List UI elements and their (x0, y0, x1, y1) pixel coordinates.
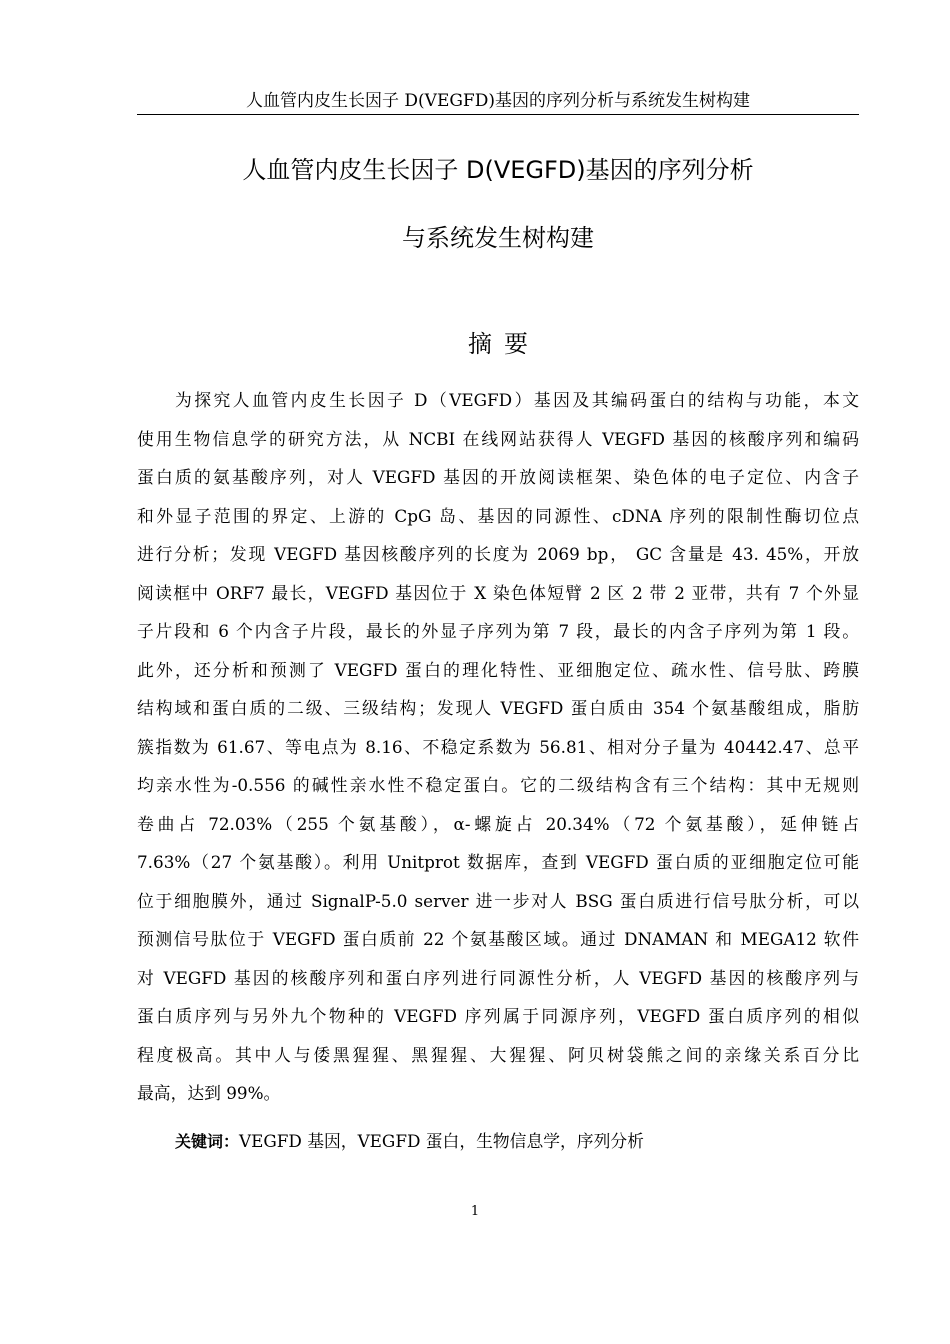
paper-title-line-1: 人血管内皮生长因子 D(VEGFD)基因的序列分析 (242, 156, 754, 184)
page-number: 1 (470, 1204, 480, 1219)
abstract-line: 卷曲占 72.03%（255 个氨基酸），α-螺旋占 20.34%（72 个氨基酸），延伸链占 (137, 813, 859, 834)
paper-title-line-2: 与系统发生树构建 (402, 224, 594, 252)
abstract-line: 最高，达到 99%。 (137, 1083, 281, 1103)
abstract-line: 簇指数为 61.67、等电点为 8.16、不稳定系数为 56.81、相对分子量为 40442.47、总平 (137, 736, 859, 757)
running-header-text: 人血管内皮生长因子 D(VEGFD)基因的序列分析与系统发生树构建 (246, 91, 750, 111)
abstract-line: 均亲水性为-0.556 的碱性亲水性不稳定蛋白。它的二级结构含有三个结构：其中无规则 (137, 775, 859, 795)
abstract-line: 和外显子范围的界定、上游的 CpG 岛、基因的同源性、cDNA 序列的限制性酶切位点 (137, 505, 859, 526)
abstract-line: 此外，还分析和预测了 VEGFD 蛋白的理化特性、亚细胞定位、疏水性、信号肽、跨膜 (137, 659, 859, 680)
keywords-text: VEGFD 基因，VEGFD 蛋白，生物信息学，序列分析 (239, 1131, 644, 1151)
abstract-line: 蛋白质序列与另外九个物种的 VEGFD 序列属于同源序列，VEGFD 蛋白质序列的相似 (137, 1006, 859, 1026)
abstract-line: 结构域和蛋白质的二级、三级结构；发现人 VEGFD 蛋白质由 354 个氨基酸组成，脂肪 (137, 698, 859, 718)
abstract-line: 使用生物信息学的研究方法，从 NCBI 在线网站获得人 VEGFD 基因的核酸序列和编码 (137, 428, 859, 449)
abstract-line: 程度极高。其中人与倭黑猩猩、黑猩猩、大猩猩、阿贝树袋熊之间的亲缘关系百分比 (137, 1044, 859, 1065)
abstract-line: 阅读框中 ORF7 最长，VEGFD 基因位于 X 染色体短臂 2 区 2 带 2 亚带，共有 7 个外显 (137, 582, 859, 603)
abstract-line: 为探究人血管内皮生长因子 D（VEGFD）基因及其编码蛋白的结构与功能，本文 (175, 390, 859, 410)
abstract-line: 位于细胞膜外，通过 SignalP-5.0 server 进一步对人 BSG 蛋白质进行信号肽分析，可以 (137, 890, 859, 911)
abstract-line: 7.63%（27 个氨基酸）。利用 Unitprot 数据库，查到 VEGFD 蛋白质的亚细胞定位可能 (137, 852, 859, 872)
running-header (137, 88, 859, 115)
keywords (175, 1126, 644, 1157)
abstract-line: 蛋白质的氨基酸序列，对人 VEGFD 基因的开放阅读框架、染色体的电子定位、内含子 (137, 467, 859, 487)
abstract-line: 进行分析；发现 VEGFD 基因核酸序列的长度为 2069 bp， GC 含量是 43. 45%，开放 (137, 544, 859, 564)
abstract-line: 对 VEGFD 基因的核酸序列和蛋白序列进行同源性分析，人 VEGFD 基因的核酸序列与 (137, 967, 859, 988)
abstract-heading: 摘要 (468, 330, 540, 358)
abstract-line: 子片段和 6 个内含子片段，最长的外显子序列为第 7 段，最长的内含子序列为第 1 段。 (137, 621, 859, 641)
keywords-label: 关键词： (175, 1132, 240, 1151)
abstract-line: 预测信号肽位于 VEGFD 蛋白质前 22 个氨基酸区域。通过 DNAMAN 和 MEGA12 软件 (137, 929, 859, 949)
abstract-body (137, 385, 859, 1117)
